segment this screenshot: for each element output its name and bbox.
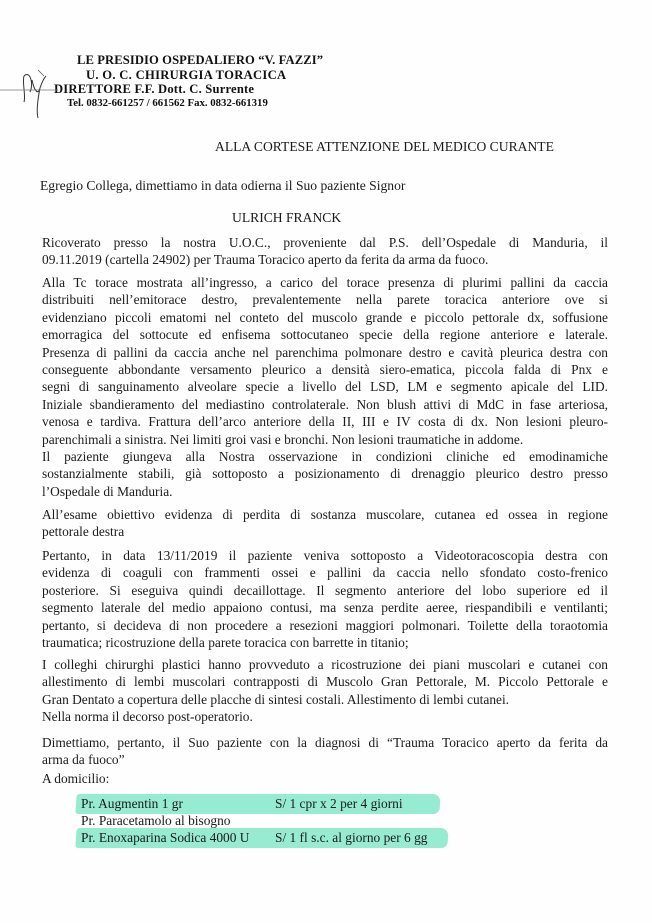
- text-line: Ricoverato presso la nostra U.O.C., proveniente dal P.S. dell’Ospedale di Manduria, il: [42, 235, 608, 250]
- text-line: traumatica; ricostruzione della parete toracica con barrette in titanio;: [42, 634, 409, 650]
- text-line: evidenza di coaguli con frammenti ossei e pallini da caccia nello sfondato costo-frenico: [42, 565, 608, 581]
- text-line: conseguente abbondante versamento pleurico a densità siero-ematica, piccola falda di Pnx e: [42, 361, 608, 377]
- text-line: Dimettiamo, pertanto, il Suo paziente con la diagnosi di “Trauma Toracico aperto da ferita da: [42, 735, 608, 750]
- text-line: distribuiti nell’emitorace destro, prevalentemente nella parete toracica anteriore ove si: [42, 292, 608, 308]
- contact-numbers: Tel. 0832-661257 / 661562 Fax. 0832-661319: [67, 97, 268, 109]
- department-name: U. O. C. CHIRURGIA TORACICA: [86, 68, 287, 82]
- text-line: segmento laterale del medio appaiono contusi, ma senza perdite aeree, riespandibili e ventilanti;: [42, 600, 608, 616]
- text-line: Iniziale sbandieramento del mediastino controlaterale. Non blush attivi di MdC in fase arteriosa,: [42, 396, 608, 412]
- text-line: emorragica del sottocute ed enfisema sottocutaneo specie della regione anteriore e laterale.: [42, 327, 608, 343]
- prescription-row: [78, 796, 478, 813]
- ct-findings-paragraph: [42, 274, 608, 448]
- drug-name: Pr. Paracetamolo al bisogno: [81, 813, 231, 828]
- director-name: DIRETTORE F.F. Dott. C. Surrente: [54, 82, 255, 96]
- text-line: 09.11.2019 (cartella 24902) per Trauma Toracico aperto da ferita da arma da fuoco.: [42, 252, 489, 268]
- arrival-paragraph: [42, 448, 608, 500]
- exam-paragraph: [42, 506, 608, 541]
- prescription-list: [78, 796, 478, 847]
- text-line: venosa e tardiva. Frattura dell’arco anteriore della II, III e IV costa di dx. Non lesioni pleuro-: [42, 414, 608, 430]
- text-line: allestimento di lembi muscolari contrapposti di Muscolo Gran Pettorale, M. Piccolo Pettorale e: [42, 674, 608, 690]
- admission-paragraph: [42, 234, 608, 269]
- home-therapy-label: A domicilio:: [42, 771, 110, 786]
- prescription-row: [78, 830, 478, 847]
- text-line: All’esame obiettivo evidenza di perdita di sostanza muscolare, cutanea ed ossea in regione: [42, 507, 608, 522]
- text-line: pettorale destra: [42, 524, 125, 540]
- text-line: arma da fuoco”: [42, 752, 125, 768]
- signature-icon: [0, 40, 80, 120]
- drug-name: Pr. Enoxaparina Sodica 4000 U: [81, 830, 250, 845]
- plastic-surgery-paragraph: [42, 656, 608, 708]
- surgery-paragraph: [42, 547, 608, 651]
- postop-note: Nella norma il decorso post-operatorio.: [42, 709, 253, 724]
- text-line: segni di sanguinamento alveolare specie a livello del LSD, LM e segmento apicale del LID.: [42, 379, 608, 395]
- text-line: I colleghi chirurghi plastici hanno provveduto a ricostruzione dei piani muscolari e cutanei con: [42, 657, 608, 672]
- text-line: Gran Dentato a copertura delle placche di sintesi costali. Allestimento di lembi cutanei.: [42, 691, 510, 707]
- text-line: posteriore. Si eseguiva quindi decaillottage. Il segmento anteriore del lobo superiore ed il: [42, 582, 608, 598]
- text-line: Presenza di pallini da caccia anche nel parenchima polmonare destro e cavità pleurica destra con: [42, 344, 608, 360]
- text-line: pertanto, si decideva di non procedere a resezioni maggiori polmonari. Toilette della toraotomia: [42, 617, 608, 633]
- drug-dosage: S/ 1 cpr x 2 per 4 giorni: [275, 796, 403, 811]
- text-line: Pertanto, in data 13/11/2019 il paziente veniva sottoposto a Videotoracoscopia destra con: [42, 548, 608, 563]
- drug-name: Pr. Augmentin 1 gr: [81, 796, 183, 811]
- patient-name: ULRICH FRANCK: [232, 210, 342, 225]
- drug-dosage: S/ 1 fl s.c. al giorno per 6 gg: [275, 830, 428, 845]
- text-line: evidenziano piccoli ematomi nel conteto del muscolo grande e piccolo pettorale dx, soffusione: [42, 309, 608, 325]
- greeting: Egregio Collega, dimettiamo in data odierna il Suo paziente Signor: [40, 178, 406, 193]
- text-line: parenchimali a sinistra. Nei limiti groi vasi e bronchi. Non lesioni traumatiche in addome.: [42, 431, 524, 447]
- text-line: Alla Tc torace mostrata all’ingresso, a carico del torace presenza di plurimi pallini da caccia: [42, 275, 608, 290]
- hospital-name: LE PRESIDIO OSPEDALIERO “V. FAZZI”: [77, 53, 324, 67]
- discharge-paragraph: [42, 734, 608, 769]
- attention-heading: ALLA CORTESE ATTENZIONE DEL MEDICO CURANTE: [215, 139, 554, 154]
- text-line: Il paziente giungeva alla Nostra osservazione in condizioni cliniche ed emodinamiche: [42, 449, 608, 464]
- text-line: l’Ospedale di Manduria.: [42, 483, 173, 499]
- text-line: sostanzialmente stabili, già sottoposto a posizionamento di drenaggio pleurico destro presso: [42, 466, 608, 482]
